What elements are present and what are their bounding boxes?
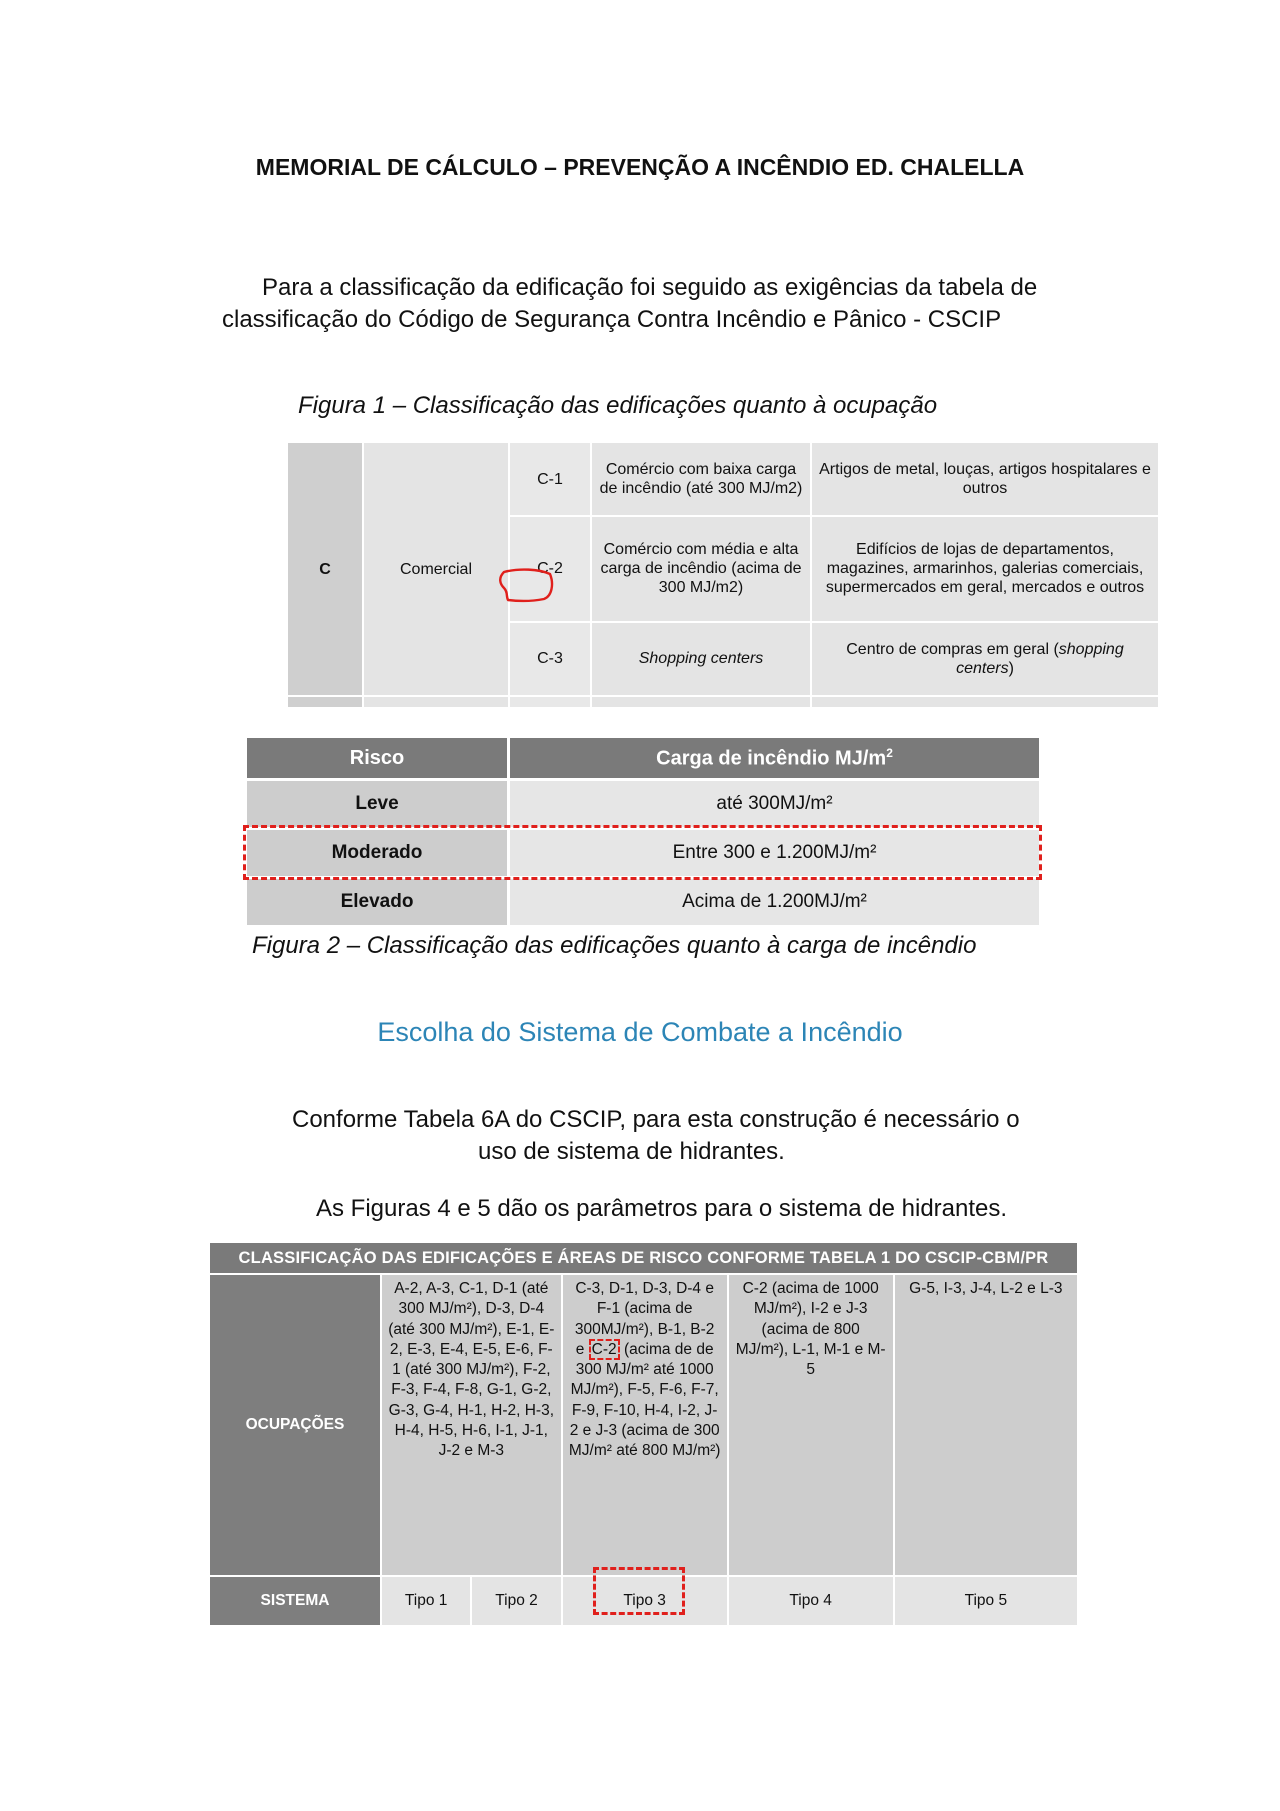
para3: As Figuras 4 e 5 dão os parâmetros para o sistema de hidrantes. bbox=[316, 1195, 1008, 1222]
occupations-cell: G-5, I-3, J-4, L-2 e L-3 bbox=[894, 1274, 1078, 1576]
occupations-cell bbox=[562, 1274, 728, 1576]
system-cell: Tipo 5 bbox=[894, 1576, 1078, 1626]
section-heading: Escolha do Sistema de Combate a Incêndio bbox=[377, 1017, 903, 1047]
table-footer-strip bbox=[287, 696, 1159, 708]
occupations-cell: A-2, A-3, C-1, D-1 (até 300 MJ/m²), D-3, D-4 (até 300 MJ/m²), E-1, E-2, E-3, E-4, E-5, E-6, F-1 (até 300 MJ/m²), F-2, F-3, F-4, F-8, G-1, G-2, G-3, G-4, H-1, H-2, H-3, H-4, H-5, H-6, I-1, J-1, J-2 e M-3 bbox=[381, 1274, 562, 1576]
group-cell: C bbox=[287, 442, 363, 696]
occupations-text: (acima de de 300 MJ/m² até 1000 MJ/m²), F-5, F-6, F-7, F-9, F-10, H-4, I-2, J-2 e J-3 (acima de 300 MJ/m² até 800 MJ/m²) bbox=[568, 1340, 721, 1460]
table-header-row bbox=[209, 1242, 1078, 1274]
system-cell: Tipo 2 bbox=[471, 1576, 561, 1626]
examples-cell: Artigos de metal, louças, artigos hospitalares e outros bbox=[811, 442, 1159, 516]
figure2-caption: Figura 2 – Classificação das edificações quanto à carga de incêndio bbox=[252, 932, 977, 959]
table-row bbox=[246, 780, 1041, 829]
c2-highlight: C-2 bbox=[589, 1339, 620, 1360]
handwritten-circle-mark bbox=[494, 566, 556, 606]
moderate-highlight-box bbox=[243, 825, 1042, 880]
division-cell: C-3 bbox=[509, 622, 591, 696]
header-fire-load-sup: 2 bbox=[886, 745, 893, 760]
header-risk: Risco bbox=[246, 737, 509, 780]
table-header: CLASSIFICAÇÃO DAS EDIFICAÇÕES E ÁREAS DE RISCO CONFORME TABELA 1 DO CSCIP-CBM/PR bbox=[209, 1242, 1078, 1274]
tipo3-highlight-box bbox=[593, 1567, 685, 1615]
table-row bbox=[246, 878, 1041, 927]
intro-line-2: classificação do Código de Segurança Contra Incêndio e Pânico - CSCIP bbox=[222, 306, 1002, 333]
header-fire-load bbox=[509, 737, 1041, 780]
occupations-text: C-3, D-1, D-3, D-4 e F-1 (acima de 300MJ/m²), B-1, B-2 e bbox=[574, 1280, 715, 1358]
risk-cell: Moderado bbox=[246, 829, 509, 878]
para2-line-1: Conforme Tabela 6A do CSCIP, para esta construção é necessário o bbox=[292, 1106, 1020, 1133]
table-row bbox=[287, 442, 1159, 516]
occupations-cell: C-2 (acima de 1000 MJ/m²), I-2 e J-3 (acima de 800 MJ/m²), L-1, M-1 e M-5 bbox=[728, 1274, 894, 1576]
system-cell: Tipo 4 bbox=[728, 1576, 894, 1626]
header-fire-load-text: Carga de incêndio MJ/m bbox=[656, 747, 887, 770]
examples-prefix: Centro de compras em geral ( bbox=[846, 640, 1059, 658]
occupations-label: OCUPAÇÕES bbox=[209, 1274, 381, 1576]
description-cell: Shopping centers bbox=[591, 622, 811, 696]
risk-cell: Leve bbox=[246, 780, 509, 829]
system-cell: Tipo 3 bbox=[562, 1576, 728, 1626]
page-title: MEMORIAL DE CÁLCULO – PREVENÇÃO A INCÊNDIO ED. CHALELLA bbox=[255, 154, 1025, 180]
load-cell: Entre 300 e 1.200MJ/m² bbox=[509, 829, 1041, 878]
description-cell: Comércio com baixa carga de incêndio (até 300 MJ/m2) bbox=[591, 442, 811, 516]
occupation-cell: Comercial bbox=[363, 442, 509, 696]
examples-italic: shopping centers bbox=[956, 640, 1124, 677]
system-cell: Tipo 1 bbox=[381, 1576, 471, 1626]
system-label: SISTEMA bbox=[209, 1576, 381, 1626]
para2-line-2: uso de sistema de hidrantes. bbox=[478, 1138, 785, 1165]
division-cell: C-1 bbox=[509, 442, 591, 516]
load-cell: até 300MJ/m² bbox=[509, 780, 1041, 829]
risk-cell: Elevado bbox=[246, 878, 509, 927]
examples-cell: Edifícios de lojas de departamentos, magazines, armarinhos, galerias comerciais, supermercados em geral, mercados e outros bbox=[811, 516, 1159, 622]
examples-suffix: ) bbox=[1008, 659, 1014, 677]
load-cell: Acima de 1.200MJ/m² bbox=[509, 878, 1041, 927]
division-cell: C-2 bbox=[509, 516, 591, 622]
description-cell: Comércio com média e alta carga de incêndio (acima de 300 MJ/m2) bbox=[591, 516, 811, 622]
table-row bbox=[209, 1274, 1078, 1576]
examples-cell bbox=[811, 622, 1159, 696]
figure1-caption: Figura 1 – Classificação das edificações quanto à ocupação bbox=[298, 392, 938, 419]
table-header-row bbox=[246, 737, 1041, 780]
intro-line-1: Para a classificação da edificação foi seguido as exigências da tabela de bbox=[262, 274, 1038, 301]
figure1-occupation-table bbox=[286, 441, 1160, 709]
